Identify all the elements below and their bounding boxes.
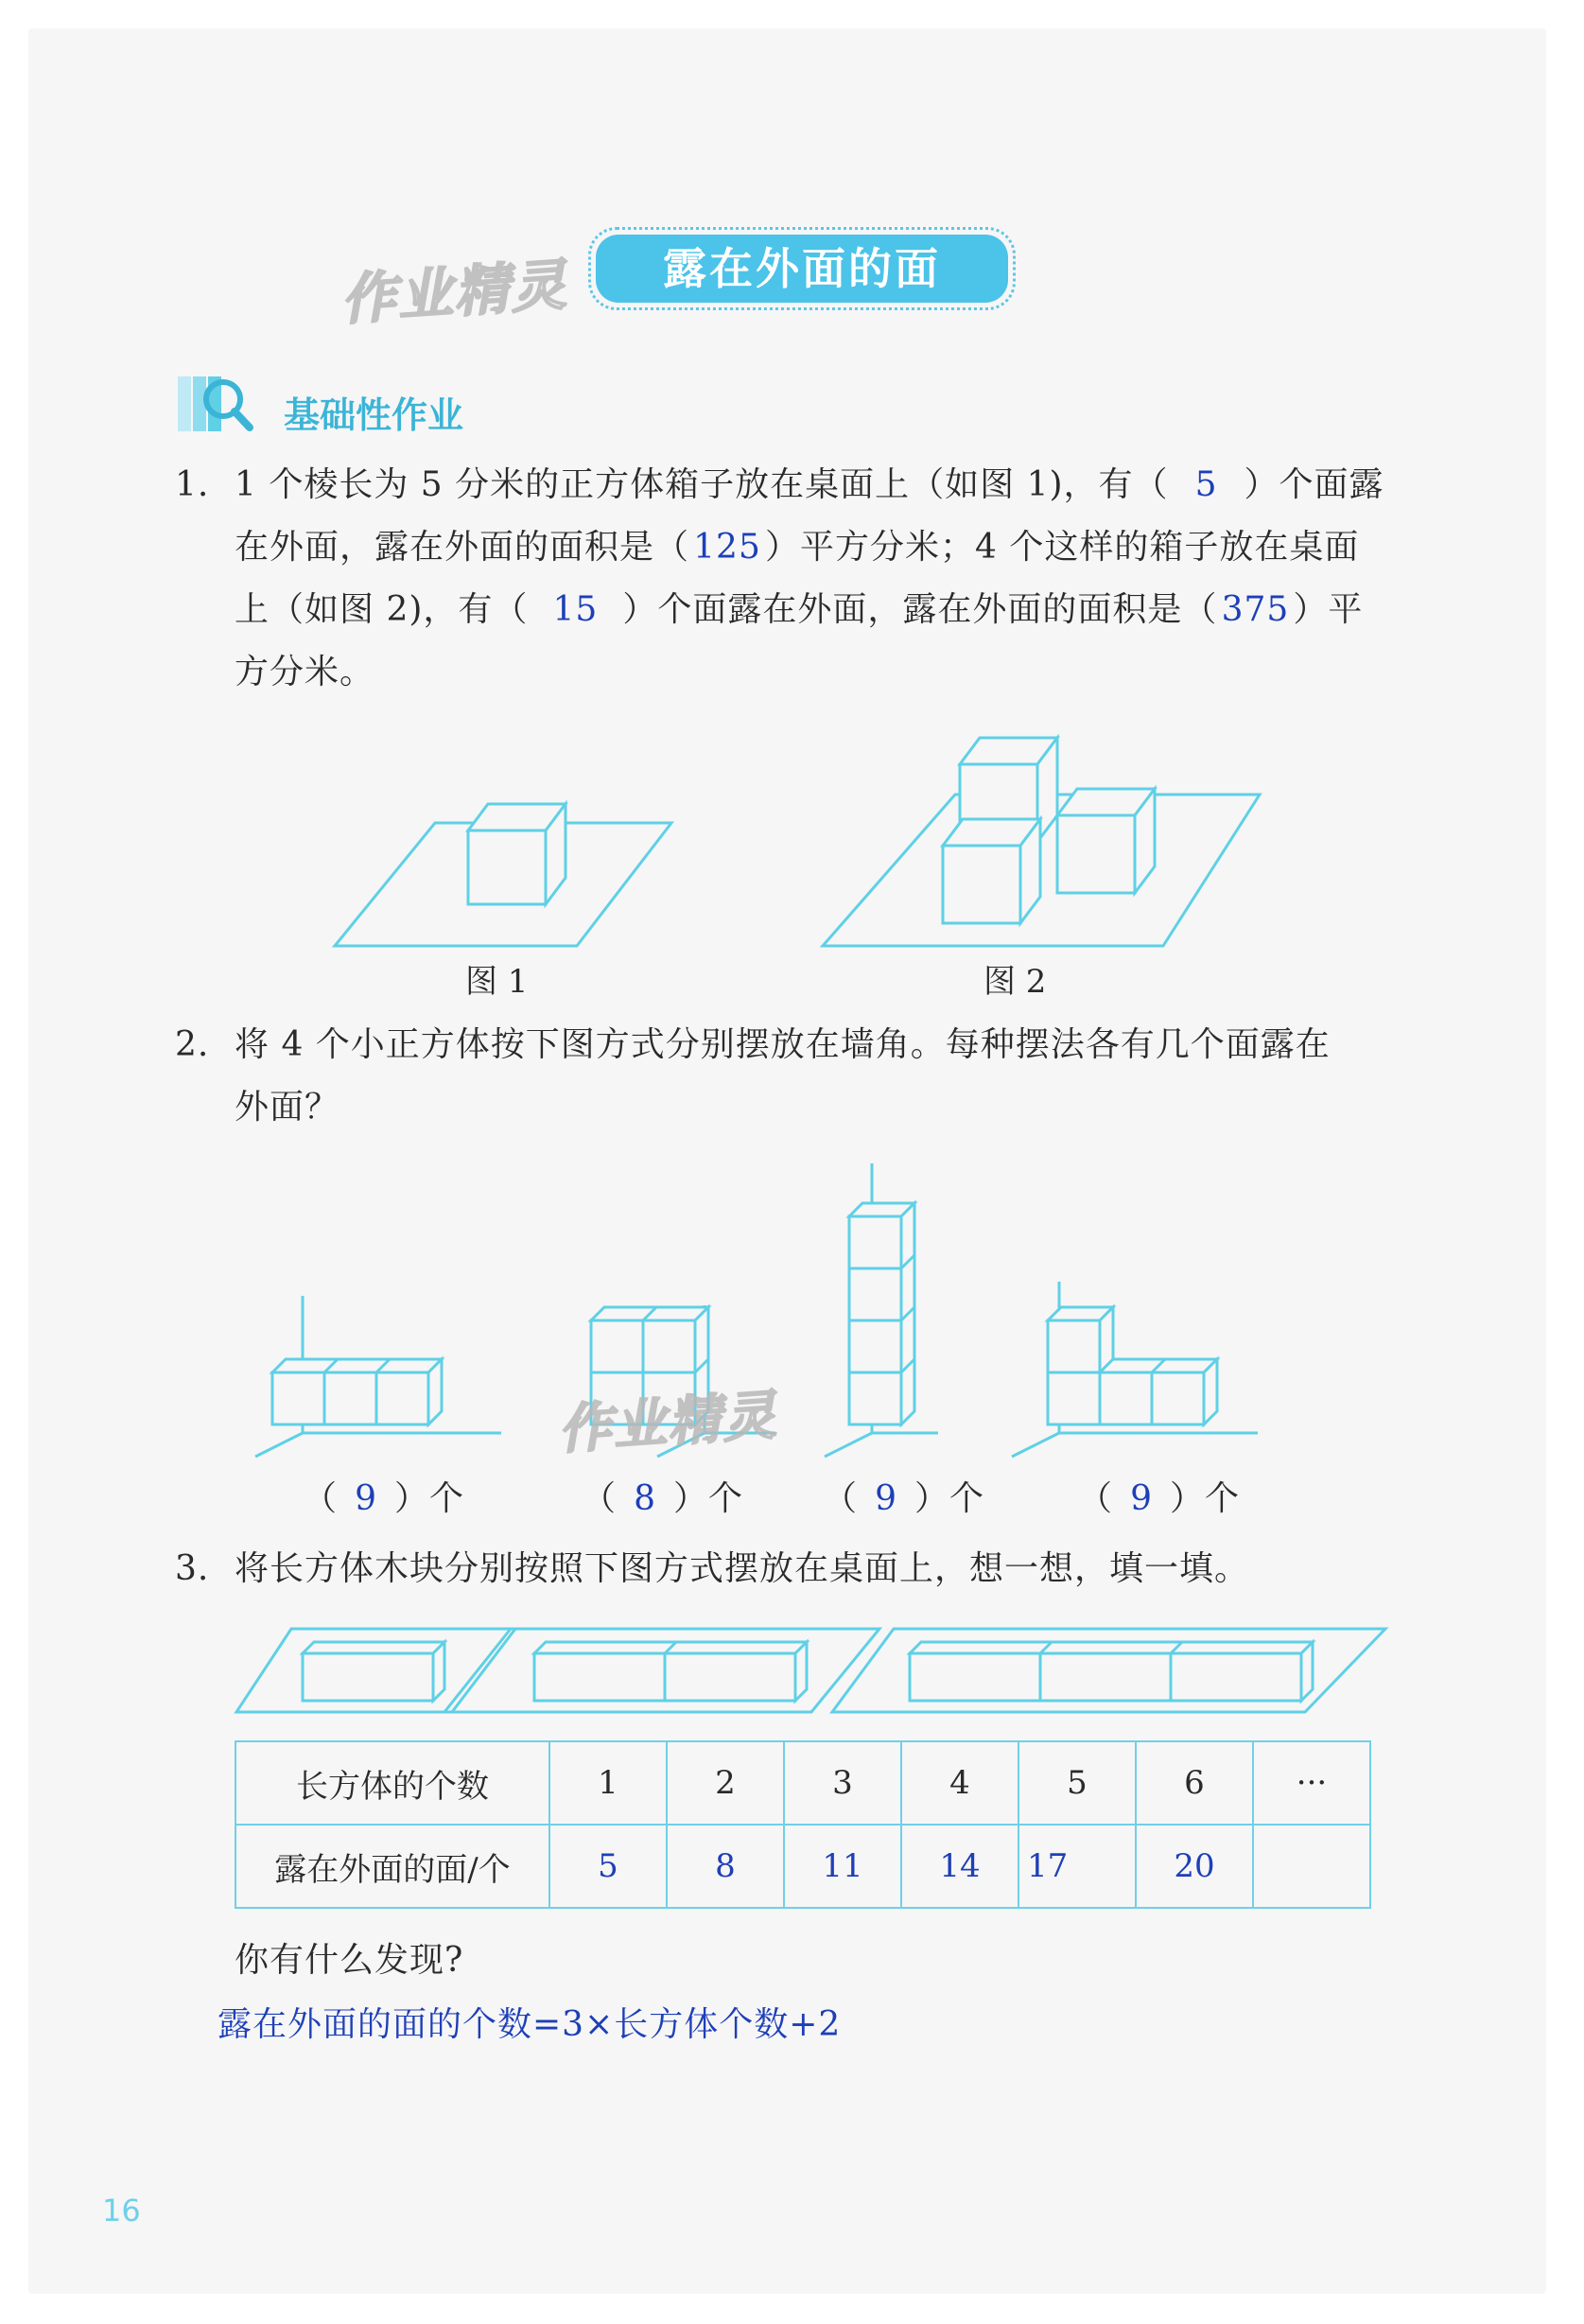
- q1-line1-b: ）个面露: [1244, 465, 1384, 504]
- magnifier-icon: [176, 371, 261, 439]
- q3-answer: 露在外面的面的个数=3×长方体个数+2: [218, 2005, 842, 2044]
- table-answer-cell: 11: [784, 1825, 901, 1908]
- q1-line2-a: 在外面，露在外面的面积是（: [235, 528, 690, 567]
- table-row: [235, 1741, 1370, 1825]
- q2-answer-1: [303, 1468, 464, 1530]
- q1-answer-area-2: 375: [1221, 590, 1290, 629]
- q1-line1: [235, 454, 1384, 516]
- table-answer-cell: [1253, 1825, 1370, 1908]
- cube: [1048, 1372, 1100, 1424]
- table-cell: 4: [901, 1741, 1018, 1825]
- q3-three-cuboids: [832, 1629, 1385, 1712]
- q2-arrangement-c: [825, 1163, 938, 1457]
- page-number: 16: [102, 2193, 141, 2228]
- cube: [272, 1372, 324, 1424]
- figure-1: [322, 785, 681, 955]
- table-cell: 3: [784, 1741, 901, 1825]
- table-answer-cell: 14: [901, 1825, 1018, 1908]
- cube: [849, 1268, 901, 1320]
- paren-open: （: [582, 1479, 618, 1518]
- cuboid: [1171, 1653, 1301, 1701]
- q1-line3-c: ）平: [1293, 590, 1364, 629]
- table-cell: 5: [1018, 1741, 1136, 1825]
- q2-number: 2.: [175, 1025, 210, 1064]
- q3-figures: [227, 1617, 1390, 1721]
- cuboid: [303, 1653, 433, 1701]
- q1-line2: [235, 516, 1359, 579]
- fig2-cube-front-front: [943, 846, 1020, 923]
- paren-open: （: [823, 1479, 859, 1518]
- q2-line1: 将 4 个小正方体按下图方式分别摆放在墙角。每种摆法各有几个面露在: [235, 1025, 1331, 1064]
- paren-open: （: [303, 1479, 339, 1518]
- paren-close: ）个: [673, 1479, 744, 1518]
- paren-open: （: [1078, 1479, 1114, 1518]
- fig1-cube-front: [468, 830, 546, 904]
- cube: [643, 1320, 695, 1372]
- q2-arrangement-a: [255, 1296, 501, 1457]
- q1-answer-faces-2: 15: [552, 590, 599, 629]
- q1-line2-b: ）平方分米；4 个这样的箱子放在桌面: [765, 528, 1360, 567]
- q1-line3: [235, 579, 1363, 641]
- floor-edge: [1012, 1433, 1059, 1457]
- cube: [849, 1372, 901, 1424]
- q2-answer-value: 9: [875, 1479, 897, 1518]
- cube: [1152, 1372, 1204, 1424]
- cube: [849, 1216, 901, 1268]
- q2-answer-value: 8: [634, 1479, 656, 1518]
- cuboid: [910, 1653, 1040, 1701]
- cuboid: [1040, 1653, 1171, 1701]
- cuboid-side: [795, 1642, 807, 1701]
- fig1-caption: 图 1: [465, 963, 529, 1001]
- cube: [324, 1372, 376, 1424]
- table-answer-cell: 17: [1018, 1825, 1136, 1908]
- q2-answer-value: 9: [1130, 1479, 1153, 1518]
- q1-answer-area: 125: [693, 528, 761, 567]
- cube-side: [1204, 1359, 1217, 1424]
- fig2-caption: 图 2: [983, 963, 1047, 1001]
- q1-line3-a: 上（如图 2)，有（: [235, 590, 529, 629]
- watermark-text-2: 作业精灵: [556, 1384, 780, 1462]
- floor-edge: [825, 1433, 872, 1457]
- cube: [849, 1320, 901, 1372]
- q1-answer-faces: 5: [1194, 465, 1218, 504]
- q2-answer-value: 9: [355, 1479, 377, 1518]
- cube-top: [272, 1359, 442, 1372]
- table-answer-cell: 8: [667, 1825, 784, 1908]
- cuboid-side: [1301, 1642, 1313, 1701]
- q3-question: 你有什么发现?: [235, 1941, 464, 1980]
- cuboid-top: [303, 1642, 444, 1653]
- fig2-cube-back-front: [1057, 815, 1135, 893]
- cuboid: [665, 1653, 795, 1701]
- table-cell: 2: [667, 1741, 784, 1825]
- q1-line1-a: 1 个棱长为 5 分米的正方体箱子放在桌面上（如图 1)，有（: [235, 465, 1169, 504]
- paren-close: ）个: [914, 1479, 985, 1518]
- table-answer-cell: 20: [1136, 1825, 1253, 1908]
- q2-answer-2: [582, 1468, 743, 1530]
- watermark-text: 作业精灵: [339, 252, 570, 333]
- q2-line2: 外面？: [235, 1088, 340, 1127]
- q3-line1: 将长方体木块分别按照下图方式摆放在桌面上，想一想，填一填。: [235, 1549, 1250, 1588]
- table-row: [235, 1825, 1370, 1908]
- q3-number: 3.: [175, 1549, 210, 1588]
- q1-line3-b: ）个面露在外面，露在外面的面积是（: [622, 590, 1218, 629]
- cube: [1048, 1320, 1100, 1372]
- row-label-faces: 露在外面的面/个: [235, 1825, 549, 1908]
- cube-side: [428, 1359, 442, 1424]
- q3-table: [235, 1740, 1371, 1909]
- q2-answer-3: [823, 1468, 984, 1530]
- floor-edge: [255, 1433, 303, 1457]
- table-cell: 1: [549, 1741, 667, 1825]
- table-cell: ···: [1253, 1741, 1370, 1825]
- figure-2: [813, 719, 1267, 965]
- paren-close: ）个: [394, 1479, 465, 1518]
- cube: [591, 1320, 643, 1372]
- cuboid-top: [910, 1642, 1313, 1653]
- q2-arrangement-d: [1012, 1282, 1258, 1457]
- q1-line4: 方分米。: [235, 653, 375, 691]
- q3-one-cuboid: [236, 1629, 515, 1712]
- cube: [1100, 1372, 1152, 1424]
- row-label-count: 长方体的个数: [235, 1741, 549, 1825]
- q2-answer-4: [1078, 1468, 1240, 1530]
- title-banner: [588, 227, 1016, 310]
- cuboid-side: [433, 1642, 444, 1701]
- table-answer-cell: 5: [549, 1825, 667, 1908]
- q1-number: 1.: [175, 465, 210, 504]
- cube: [376, 1372, 428, 1424]
- page-title: 露在外面的面: [596, 235, 1008, 303]
- cuboid: [534, 1653, 665, 1701]
- paren-close: ）个: [1170, 1479, 1241, 1518]
- table-cell: 6: [1136, 1741, 1253, 1825]
- section-title: 基础性作业: [284, 394, 464, 436]
- q3-two-cuboids: [444, 1629, 879, 1712]
